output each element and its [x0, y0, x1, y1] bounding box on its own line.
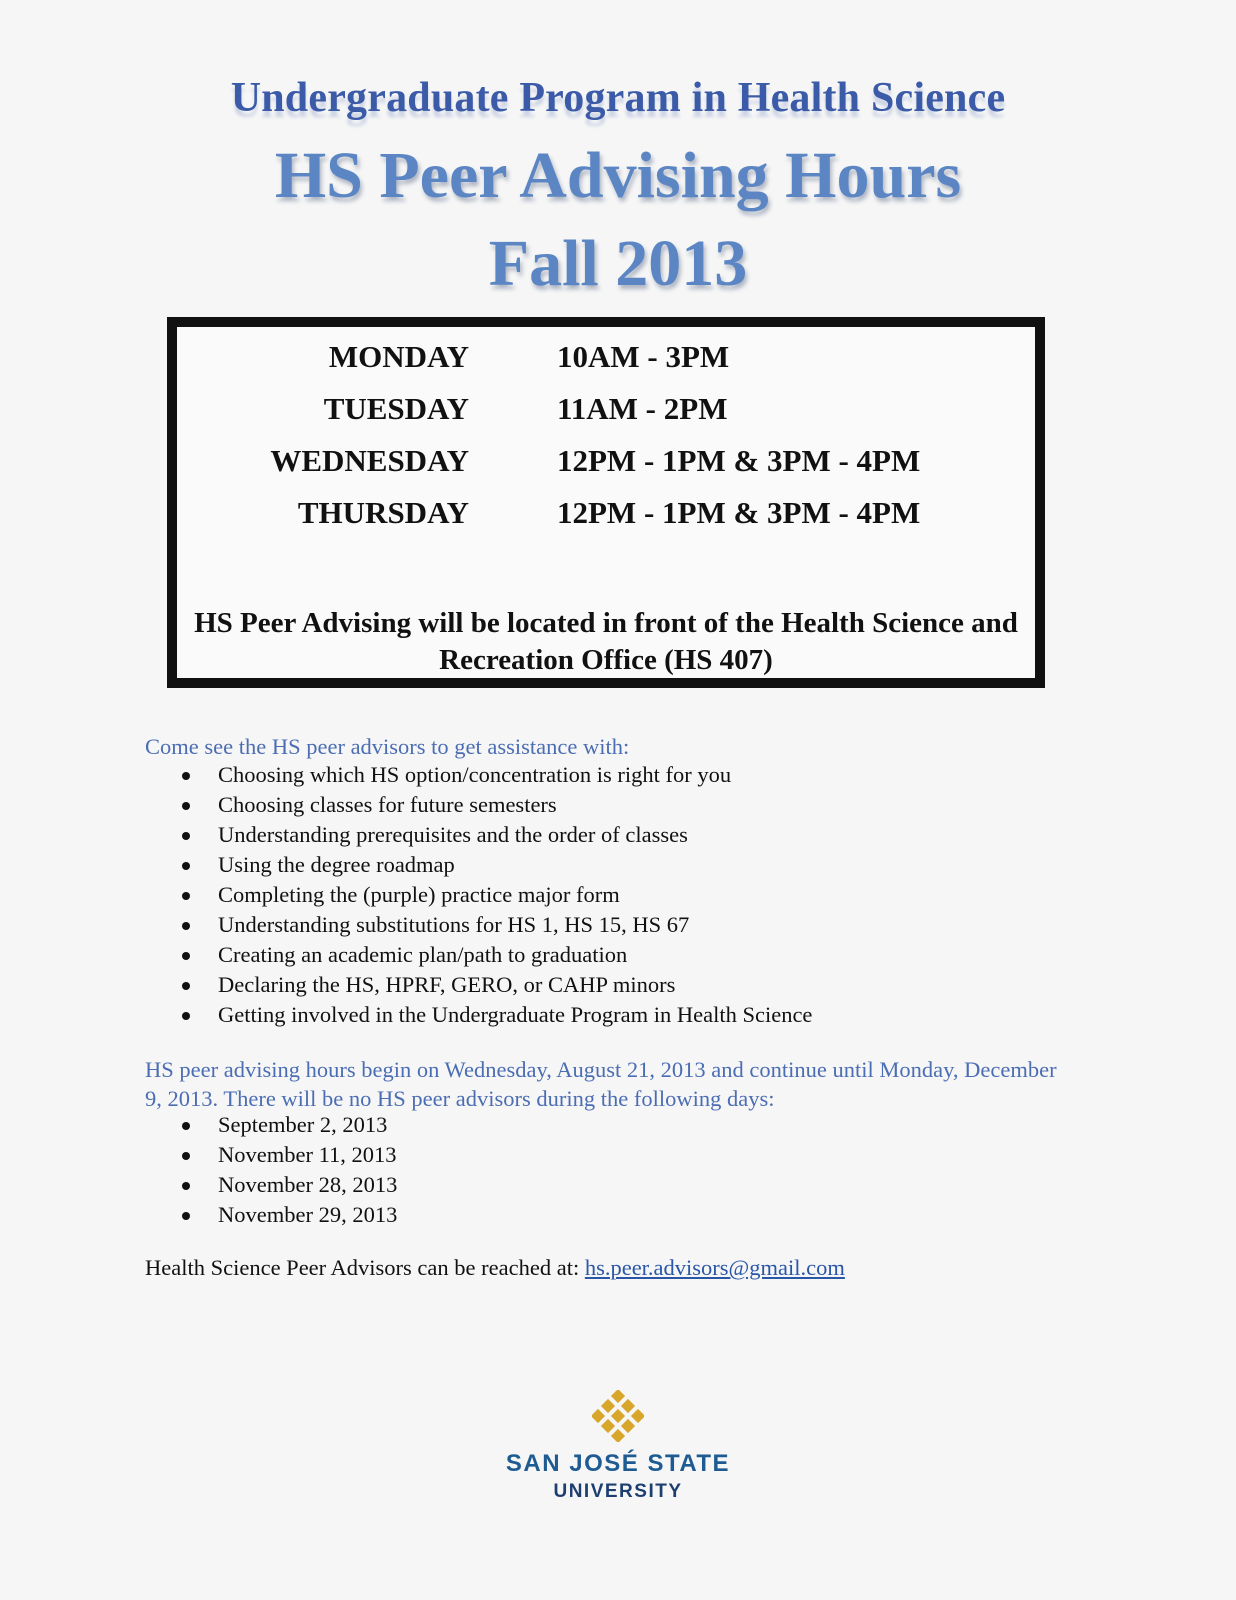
list-item [180, 820, 812, 850]
bullet-icon [182, 802, 190, 810]
list-item-text: Declaring the HS, HPRF, GERO, or CAHP minors [218, 972, 676, 997]
schedule-time: 12PM - 1PM & 3PM - 4PM [557, 443, 921, 478]
university-logo [0, 1390, 1236, 1501]
schedule-row-thursday [177, 495, 1035, 535]
list-item [180, 940, 812, 970]
bullet-icon [182, 1152, 190, 1160]
list-item [180, 1000, 812, 1030]
sjsu-emblem-icon [592, 1390, 644, 1442]
schedule-day: MONDAY [328, 339, 469, 374]
location-note: HS Peer Advising will be located in front of the Health Science and Recreation Office (HS 407) [194, 607, 1018, 676]
bullet-icon [182, 832, 190, 840]
logo-university-word: UNIVERSITY [553, 1481, 683, 1502]
list-item-text: November 28, 2013 [218, 1172, 398, 1197]
contact-label: Health Science Peer Advisors can be reached at: [145, 1255, 585, 1280]
schedule-time: 10AM - 3PM [557, 339, 730, 374]
list-item [180, 1170, 397, 1200]
schedule-day: WEDNESDAY [270, 443, 469, 478]
list-item [180, 910, 812, 940]
list-item [180, 790, 812, 820]
page-title: HS Peer Advising Hours [274, 139, 962, 212]
schedule-row-tuesday [177, 391, 1035, 431]
list-item-text: November 29, 2013 [218, 1202, 398, 1227]
term-heading: Fall 2013 [488, 227, 748, 300]
list-item-text: Understanding prerequisites and the order of classes [218, 822, 688, 847]
bullet-icon [182, 922, 190, 930]
bullet-icon [182, 1212, 190, 1220]
list-item-text: November 11, 2013 [218, 1142, 397, 1167]
assistance-list [180, 760, 812, 1030]
list-item [180, 1140, 397, 1170]
bullet-icon [182, 1182, 190, 1190]
schedule-row-wednesday [177, 443, 1035, 483]
list-item [180, 970, 812, 1000]
schedule-time: 12PM - 1PM & 3PM - 4PM [557, 495, 921, 530]
contact-email-link[interactable]: hs.peer.advisors@gmail.com [584, 1255, 845, 1280]
bullet-icon [182, 1122, 190, 1130]
list-item-text: Choosing which HS option/concentration is right for you [218, 762, 732, 787]
schedule-day: TUESDAY [323, 391, 469, 426]
bullet-icon [182, 772, 190, 780]
list-item-text: Creating an academic plan/path to graduation [218, 942, 628, 967]
schedule-time: 11AM - 2PM [557, 391, 728, 426]
bullet-icon [182, 862, 190, 870]
bullet-icon [182, 892, 190, 900]
list-item-text: Completing the (purple) practice major form [218, 882, 620, 907]
program-subtitle: Undergraduate Program in Health Science [230, 75, 1006, 121]
list-item-text: Choosing classes for future semesters [218, 792, 557, 817]
list-item-text: Understanding substitutions for HS 1, HS 15, HS 67 [218, 912, 690, 937]
list-item [180, 880, 812, 910]
list-item [180, 760, 812, 790]
dates-intro: HS peer advising hours begin on Wednesday, August 21, 2013 and continue until Monday, December 9, 2013. There will be no HS peer advisors during the following days: [145, 1057, 1057, 1111]
bullet-icon [182, 982, 190, 990]
schedule-day: THURSDAY [297, 495, 469, 530]
list-item-text: Getting involved in the Undergraduate Program in Health Science [218, 1002, 813, 1027]
logo-university-name: SAN JOSÉ STATE [505, 1450, 731, 1477]
hours-box [167, 317, 1045, 688]
bullet-icon [182, 1012, 190, 1020]
list-item [180, 1200, 397, 1230]
assistance-intro: Come see the HS peer advisors to get assistance with: [145, 734, 630, 759]
schedule-row-monday [177, 339, 1035, 379]
list-item [180, 1110, 397, 1140]
bullet-icon [182, 952, 190, 960]
contact-line [145, 1255, 845, 1281]
closed-days-list [180, 1110, 397, 1230]
list-item [180, 850, 812, 880]
list-item-text: September 2, 2013 [218, 1112, 388, 1137]
list-item-text: Using the degree roadmap [218, 852, 455, 877]
